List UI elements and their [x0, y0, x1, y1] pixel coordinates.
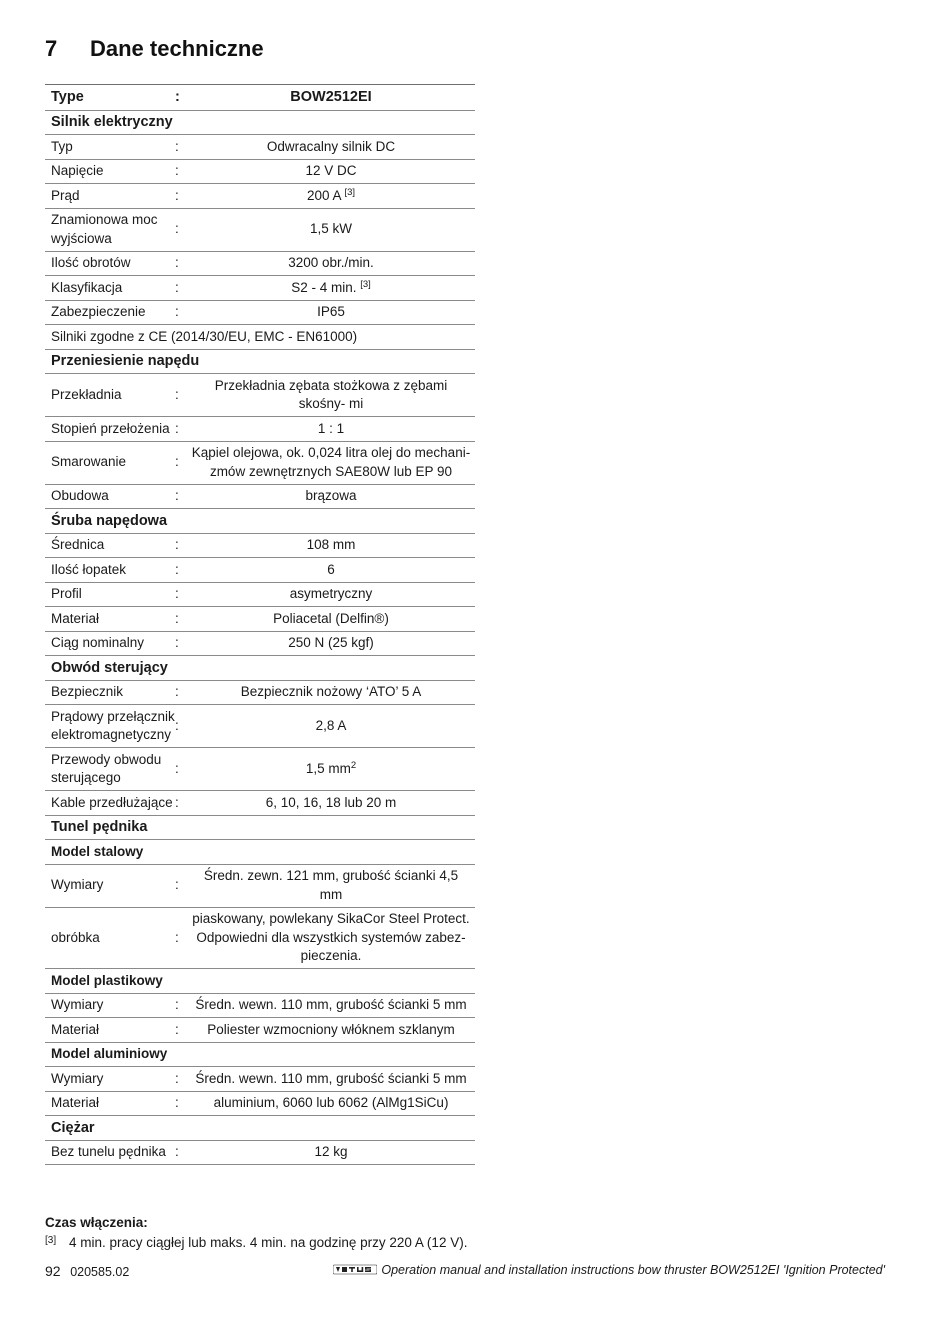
footnote-reference: [3]	[344, 186, 356, 198]
table-row	[45, 533, 475, 558]
colon: :	[175, 251, 189, 276]
page-title: Dane techniczne	[90, 36, 264, 61]
row-value-text: IP65	[317, 304, 345, 319]
row-value-text: S2 - 4 min.	[291, 279, 357, 295]
subsection-title: Model plastikowy	[45, 969, 475, 994]
table-row	[45, 705, 475, 748]
row-value	[189, 558, 475, 583]
row-value	[189, 1018, 475, 1043]
row-value	[189, 208, 475, 251]
row-value	[189, 1091, 475, 1116]
row-value-text: Bezpiecznik nożowy ‘ATO’ 5 A	[240, 684, 422, 699]
table-row	[45, 441, 475, 484]
row-value-text: 6, 10, 16, 18 lub 20 m	[265, 794, 397, 810]
colon: :	[175, 631, 189, 656]
footnote	[45, 1235, 467, 1250]
row-label: Bezpiecznik	[45, 680, 175, 705]
colon: :	[175, 135, 189, 160]
table-row	[45, 1140, 475, 1165]
section-title: Tunel pędnika	[45, 815, 475, 840]
table-row	[45, 159, 475, 184]
row-value-text: 250 N (25 kgf)	[288, 635, 374, 650]
row-value	[189, 907, 475, 969]
row-value-text: brązowa	[305, 488, 357, 503]
row-value-text: piaskowany, powlekany SikaCor Steel Protect. Odpowiedni dla wszystkich systemów zabez- pieczenia.	[192, 911, 470, 963]
row-value	[189, 680, 475, 705]
colon: :	[175, 864, 189, 907]
table-row	[45, 864, 475, 907]
subsection-title: Model stalowy	[45, 840, 475, 865]
footer-right-text: Operation manual and installation instructions bow thruster BOW2512EI 'Ignition Protected'	[381, 1263, 885, 1277]
table-row	[45, 135, 475, 160]
note-title: Czas włączenia:	[45, 1215, 148, 1230]
row-value-text: Odwracalny silnik DC	[266, 138, 396, 154]
colon: :	[175, 276, 189, 301]
row-value-text: Kąpiel olejowa, ok. 0,024 litra olej do mechani- zmów zewnętrznych SAE80W lub EP 90	[191, 445, 471, 479]
table-note-row	[45, 325, 475, 350]
colon: :	[175, 1018, 189, 1043]
footnote-reference: 2	[350, 759, 357, 771]
subsection-title: Model aluminiowy	[45, 1042, 475, 1067]
table-row	[45, 748, 475, 791]
row-value-text: Średn. wewn. 110 mm, grubość ścianki 5 mm	[195, 1070, 467, 1086]
table-note-text: Silniki zgodne z CE (2014/30/EU, EMC - EN61000)	[45, 325, 475, 350]
colon: :	[175, 558, 189, 583]
table-row	[45, 184, 475, 209]
row-label: Materiał	[45, 1091, 175, 1116]
row-value	[189, 748, 475, 791]
row-label: Ilość łopatek	[45, 558, 175, 583]
colon: :	[175, 85, 189, 111]
colon: :	[175, 374, 189, 417]
row-value	[189, 184, 475, 209]
row-value	[189, 631, 475, 656]
section-header-row	[45, 815, 475, 840]
colon: :	[175, 680, 189, 705]
table-row	[45, 300, 475, 325]
row-label: Bez tunelu pędnika	[45, 1140, 175, 1165]
table-row	[45, 1018, 475, 1043]
row-label: Profil	[45, 582, 175, 607]
colon: :	[175, 1091, 189, 1116]
footer-title	[333, 1263, 885, 1277]
table-row	[45, 1091, 475, 1116]
table-row	[45, 251, 475, 276]
row-value-text: 12 kg	[314, 1144, 348, 1159]
row-label: Typ	[45, 135, 175, 160]
subsection-header-row	[45, 840, 475, 865]
colon: :	[175, 159, 189, 184]
row-value	[189, 582, 475, 607]
section-header-row	[45, 1116, 475, 1141]
row-label: Przewody obwodu sterującego	[45, 748, 175, 791]
colon: :	[175, 533, 189, 558]
table-row	[45, 993, 475, 1018]
table-row	[45, 484, 475, 509]
colon: :	[175, 208, 189, 251]
section-title: Przeniesienie napędu	[45, 349, 475, 374]
row-label: Kable przedłużające	[45, 791, 175, 816]
row-value-text: 1 : 1	[317, 420, 345, 436]
subsection-header-row	[45, 1042, 475, 1067]
row-value	[189, 251, 475, 276]
colon: :	[175, 1140, 189, 1165]
section-header-row	[45, 349, 475, 374]
row-value-text: 200 A	[306, 187, 341, 203]
colon: :	[175, 607, 189, 632]
row-value	[189, 159, 475, 184]
row-label: obróbka	[45, 907, 175, 969]
section-header-row	[45, 656, 475, 681]
table-row	[45, 607, 475, 632]
row-label: Wymiary	[45, 993, 175, 1018]
row-label: Klasyfikacja	[45, 276, 175, 301]
row-value	[189, 417, 475, 442]
footnote-reference: [3]	[360, 278, 371, 290]
type-label: Type	[45, 85, 175, 111]
row-label: Stopień przełożenia	[45, 417, 175, 442]
row-value-text: 6	[327, 561, 335, 577]
row-value	[189, 864, 475, 907]
row-label: Materiał	[45, 1018, 175, 1043]
row-value-text: Przekładnia zębata stożkowa z zębami skośny- mi	[214, 377, 448, 411]
row-label: Prądowy przełącznik elektromagnetyczny	[45, 705, 175, 748]
section-title: Obwód sterujący	[45, 656, 475, 681]
table-row	[45, 582, 475, 607]
row-value	[189, 993, 475, 1018]
row-value-text: 1,5 kW	[309, 221, 352, 237]
row-label: Obudowa	[45, 484, 175, 509]
row-label: Przekładnia	[45, 374, 175, 417]
colon: :	[175, 184, 189, 209]
row-label: Ciąg nominalny	[45, 631, 175, 656]
colon: :	[175, 748, 189, 791]
colon: :	[175, 300, 189, 325]
subsection-header-row	[45, 969, 475, 994]
row-value	[189, 705, 475, 748]
row-value	[189, 374, 475, 417]
row-value-text: 1,5 mm	[305, 760, 351, 776]
row-value	[189, 276, 475, 301]
colon: :	[175, 582, 189, 607]
section-title: Ciężar	[45, 1116, 475, 1141]
colon: :	[175, 791, 189, 816]
row-value	[189, 1140, 475, 1165]
row-value	[189, 484, 475, 509]
table-row	[45, 208, 475, 251]
page-footer	[45, 1263, 885, 1281]
footnote-text: 4 min. pracy ciągłej lub maks. 4 min. na godzinę przy 220 A (12 V).	[69, 1235, 468, 1250]
row-value-text: Poliester wzmocniony włóknem szklanym	[207, 1021, 455, 1037]
table-row	[45, 558, 475, 583]
colon: :	[175, 484, 189, 509]
vetus-logo-icon	[333, 1264, 377, 1275]
row-label: Wymiary	[45, 1067, 175, 1092]
row-value	[189, 533, 475, 558]
row-value-text: Średn. wewn. 110 mm, grubość ścianki 5 mm	[195, 997, 467, 1012]
document-number: 020585.02	[70, 1265, 130, 1279]
row-value	[189, 607, 475, 632]
type-value: BOW2512EI	[189, 85, 475, 111]
row-label: Smarowanie	[45, 441, 175, 484]
row-value-text: aluminium, 6060 lub 6062 (AlMg1SiCu)	[213, 1095, 449, 1110]
table-row	[45, 680, 475, 705]
row-value	[189, 1067, 475, 1092]
colon: :	[175, 705, 189, 748]
row-label: Ilość obrotów	[45, 251, 175, 276]
row-value	[189, 791, 475, 816]
row-label: Materiał	[45, 607, 175, 632]
table-row	[45, 276, 475, 301]
row-label: Napięcie	[45, 159, 175, 184]
row-label: Znamionowa moc wyjściowa	[45, 208, 175, 251]
row-label: Prąd	[45, 184, 175, 209]
section-header-row	[45, 509, 475, 534]
colon: :	[175, 1067, 189, 1092]
table-row	[45, 631, 475, 656]
footnote-ref: [3]	[45, 1235, 57, 1246]
section-header-row	[45, 110, 475, 135]
row-value	[189, 441, 475, 484]
row-value	[189, 300, 475, 325]
table-row	[45, 791, 475, 816]
colon: :	[175, 907, 189, 969]
row-value-text: 108 mm	[306, 537, 356, 552]
page-number: 92	[45, 1263, 61, 1279]
row-label: Wymiary	[45, 864, 175, 907]
table-row	[45, 1067, 475, 1092]
table-row	[45, 417, 475, 442]
row-value-text: Średn. zewn. 121 mm, grubość ścianki 4,5 mm	[203, 868, 459, 902]
row-label: Zabezpieczenie	[45, 300, 175, 325]
section-title: Śruba napędowa	[45, 509, 475, 534]
row-label: Średnica	[45, 533, 175, 558]
row-value-text: 2,8 A	[315, 717, 347, 733]
row-value-text: 12 V DC	[305, 163, 357, 178]
colon: :	[175, 993, 189, 1018]
section-number: 7	[45, 36, 58, 61]
table-row	[45, 907, 475, 969]
row-value-text: 3200 obr./min.	[288, 255, 374, 270]
row-value	[189, 135, 475, 160]
row-value-text: asymetryczny	[289, 586, 373, 601]
colon: :	[175, 441, 189, 484]
table-header-row	[45, 85, 475, 111]
row-value-text: Poliacetal (Delfin®)	[273, 610, 389, 626]
table-row	[45, 374, 475, 417]
section-title: Silnik elektryczny	[45, 110, 475, 135]
page-heading	[45, 36, 264, 62]
colon: :	[175, 417, 189, 442]
spec-table	[45, 84, 475, 1165]
